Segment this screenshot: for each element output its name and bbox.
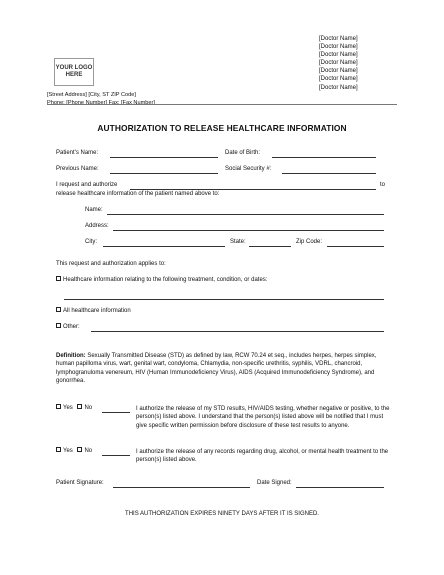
doctor-name: [Doctor Name] xyxy=(319,36,358,42)
applies-intro: This request and authorization applies to: xyxy=(56,261,166,267)
logo-line-1: YOUR LOGO xyxy=(55,64,93,71)
city-label: City: xyxy=(85,239,97,245)
consent-drug-initials[interactable] xyxy=(102,455,130,456)
option-other-row xyxy=(56,324,80,332)
phone-fax: Phone: [Phone Number] Fax: [Fax Number] xyxy=(47,99,155,106)
previous-name-field[interactable] xyxy=(110,173,218,174)
patient-name-field[interactable] xyxy=(110,157,218,158)
logo-placeholder xyxy=(54,58,94,86)
no-label: No xyxy=(84,405,93,412)
zip-field[interactable] xyxy=(327,246,384,247)
recipient-name-field[interactable] xyxy=(107,214,384,215)
consent-std-text: I authorize the release of my STD results, HIV/AIDS testing, whether negative or positive, to the person(s) listed above. I understand that the person(s) listed above will be notified that I must give specific written permission before disclosure of these test results to anyone. xyxy=(136,406,390,429)
state-field[interactable] xyxy=(249,246,291,247)
specific-label: Healthcare information relating to the following treatment, condition, or dates: xyxy=(63,277,268,284)
no-label: No xyxy=(84,448,93,455)
definition-text: Sexually Transmitted Disease (STD) as defined by law, RCW 70.24 et seq., includes herpes, herpes simplex, human papilloma virus, wart, genital wart, condyloma, Chlamydia, non-specific urethritis, syphilis, VDRL, chancroid, lymphogranuloma venereum, HIV (Human Immunodeficiency Virus), AIDS (Acquired Immunodeficiency Syndrome), and gonorrhea. xyxy=(56,353,377,384)
specific-checkbox[interactable] xyxy=(56,276,61,281)
request-authorize-label: I request and authorize xyxy=(56,182,118,188)
dob-label: Date of Birth: xyxy=(225,150,261,156)
city-field[interactable] xyxy=(103,246,225,247)
yes-label: Yes xyxy=(63,448,73,455)
doctor-name: [Doctor Name] xyxy=(319,44,358,51)
consent-std-initials[interactable] xyxy=(102,412,130,413)
doctor-name: [Doctor Name] xyxy=(319,76,358,83)
street-address: [Street Address] [City, ST ZIP Code] xyxy=(47,92,136,98)
release-text: release healthcare information of the patient named above to: xyxy=(56,191,220,197)
ssn-label: Social Security #: xyxy=(225,166,272,172)
recipient-address-field[interactable] xyxy=(113,230,384,231)
header-divider xyxy=(47,104,397,105)
consent-drug-text: I authorize the release of any records regarding drug, alcohol, or mental health treatment to the person(s) listed above. xyxy=(136,449,389,464)
state-label: State: xyxy=(230,239,246,245)
ssn-field[interactable] xyxy=(282,173,376,174)
logo-line-2: HERE xyxy=(65,72,83,78)
consent-drug-no-checkbox[interactable] xyxy=(77,447,82,452)
other-label: Other: xyxy=(63,324,80,331)
doctor-name: [Doctor Name] xyxy=(319,68,358,75)
previous-name-label: Previous Name: xyxy=(56,166,99,172)
consent-std-yes-checkbox[interactable] xyxy=(56,404,61,409)
other-field[interactable] xyxy=(91,331,384,332)
to-label: to xyxy=(380,182,386,188)
date-signed-field[interactable] xyxy=(296,487,384,488)
yes-label: Yes xyxy=(63,405,73,412)
doctor-list xyxy=(319,35,358,92)
all-info-label: All healthcare information xyxy=(63,308,131,315)
option-all-row xyxy=(56,308,131,316)
patient-name-label: Patient's Name: xyxy=(56,150,99,156)
std-definition xyxy=(56,352,390,385)
recipient-address-label: Address: xyxy=(85,223,109,229)
consent-std-no-checkbox[interactable] xyxy=(77,404,82,409)
form-title: AUTHORIZATION TO RELEASE HEALTHCARE INFORMATION xyxy=(97,123,347,133)
authorized-party-field[interactable] xyxy=(130,189,376,190)
dob-field[interactable] xyxy=(272,157,376,158)
zip-label: Zip Code: xyxy=(296,239,323,245)
date-signed-label: Date Signed: xyxy=(257,480,292,486)
patient-signature-label: Patient Signature: xyxy=(56,480,104,486)
doctor-name: [Doctor Name] xyxy=(319,52,358,59)
recipient-name-label: Name: xyxy=(85,207,103,213)
specific-details-field[interactable] xyxy=(64,299,384,300)
all-info-checkbox[interactable] xyxy=(56,307,61,312)
doctor-name: [Doctor Name] xyxy=(319,84,358,91)
other-checkbox[interactable] xyxy=(56,323,61,328)
doctor-name: [Doctor Name] xyxy=(319,60,358,67)
expiration-notice: THIS AUTHORIZATION EXPIRES NINETY DAYS AFTER IT IS SIGNED. xyxy=(125,511,319,517)
option-specific-row xyxy=(56,277,267,285)
consent-drug-choice xyxy=(56,448,92,456)
consent-drug-yes-checkbox[interactable] xyxy=(56,447,61,452)
patient-signature-field[interactable] xyxy=(113,487,250,488)
consent-std-choice xyxy=(56,405,92,413)
definition-label: Definition: xyxy=(56,353,86,359)
